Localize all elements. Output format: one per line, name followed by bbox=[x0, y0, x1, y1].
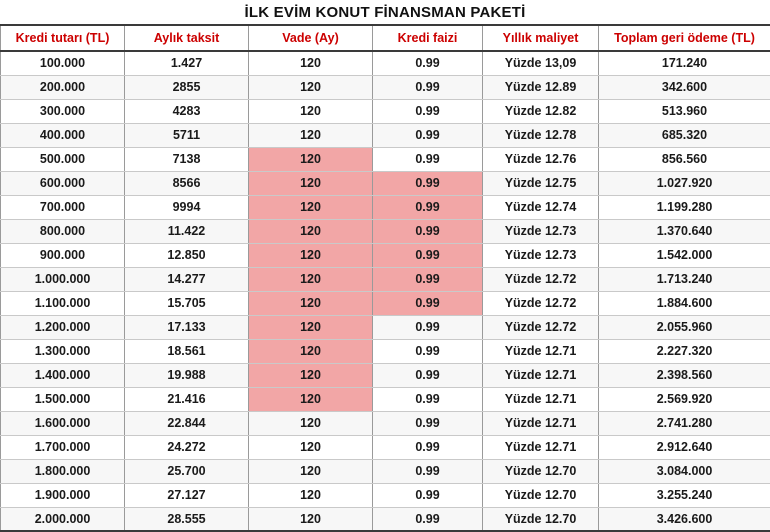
cell-kredi-faizi: 0.99 bbox=[373, 483, 483, 507]
cell-toplam-geri-odeme: 2.741.280 bbox=[599, 411, 770, 435]
cell-kredi-faizi: 0.99 bbox=[373, 123, 483, 147]
cell-toplam-geri-odeme: 3.255.240 bbox=[599, 483, 770, 507]
cell-yillik-maliyet: Yüzde 12.75 bbox=[483, 171, 599, 195]
table-row bbox=[1, 435, 770, 459]
cell-kredi-faizi: 0.99 bbox=[373, 363, 483, 387]
cell-kredi-tutari: 1.700.000 bbox=[1, 435, 125, 459]
cell-vade: 120 bbox=[249, 339, 373, 363]
cell-yillik-maliyet: Yüzde 12.71 bbox=[483, 435, 599, 459]
cell-kredi-tutari: 300.000 bbox=[1, 99, 125, 123]
table-row bbox=[1, 147, 770, 171]
cell-vade: 120 bbox=[249, 459, 373, 483]
cell-kredi-tutari: 1.500.000 bbox=[1, 387, 125, 411]
cell-vade: 120 bbox=[249, 483, 373, 507]
cell-kredi-tutari: 1.400.000 bbox=[1, 363, 125, 387]
cell-kredi-faizi: 0.99 bbox=[373, 315, 483, 339]
table-row bbox=[1, 123, 770, 147]
loan-table bbox=[0, 24, 770, 532]
cell-vade: 120 bbox=[249, 291, 373, 315]
table-header-row bbox=[1, 25, 770, 51]
cell-toplam-geri-odeme: 2.398.560 bbox=[599, 363, 770, 387]
cell-kredi-faizi: 0.99 bbox=[373, 291, 483, 315]
cell-toplam-geri-odeme: 342.600 bbox=[599, 75, 770, 99]
table-row bbox=[1, 483, 770, 507]
cell-vade: 120 bbox=[249, 99, 373, 123]
cell-toplam-geri-odeme: 3.084.000 bbox=[599, 459, 770, 483]
cell-toplam-geri-odeme: 2.569.920 bbox=[599, 387, 770, 411]
cell-aylik-taksit: 17.133 bbox=[125, 315, 249, 339]
cell-kredi-faizi: 0.99 bbox=[373, 195, 483, 219]
cell-aylik-taksit: 15.705 bbox=[125, 291, 249, 315]
cell-yillik-maliyet: Yüzde 12.71 bbox=[483, 339, 599, 363]
cell-yillik-maliyet: Yüzde 12.71 bbox=[483, 387, 599, 411]
table-row bbox=[1, 339, 770, 363]
table-row bbox=[1, 219, 770, 243]
cell-aylik-taksit: 4283 bbox=[125, 99, 249, 123]
cell-kredi-faizi: 0.99 bbox=[373, 147, 483, 171]
table-row bbox=[1, 507, 770, 531]
table-row bbox=[1, 75, 770, 99]
cell-vade: 120 bbox=[249, 411, 373, 435]
column-header-kredi-tutari: Kredi tutarı (TL) bbox=[1, 25, 125, 51]
cell-kredi-tutari: 800.000 bbox=[1, 219, 125, 243]
table-row bbox=[1, 99, 770, 123]
cell-aylik-taksit: 8566 bbox=[125, 171, 249, 195]
cell-yillik-maliyet: Yüzde 12.89 bbox=[483, 75, 599, 99]
cell-vade: 120 bbox=[249, 507, 373, 531]
cell-kredi-faizi: 0.99 bbox=[373, 243, 483, 267]
cell-vade: 120 bbox=[249, 363, 373, 387]
cell-aylik-taksit: 19.988 bbox=[125, 363, 249, 387]
cell-yillik-maliyet: Yüzde 12.71 bbox=[483, 363, 599, 387]
column-header-toplam-geri-odeme: Toplam geri ödeme (TL) bbox=[599, 25, 770, 51]
cell-kredi-faizi: 0.99 bbox=[373, 51, 483, 75]
cell-aylik-taksit: 18.561 bbox=[125, 339, 249, 363]
cell-vade: 120 bbox=[249, 387, 373, 411]
cell-kredi-tutari: 1.900.000 bbox=[1, 483, 125, 507]
cell-yillik-maliyet: Yüzde 12.74 bbox=[483, 195, 599, 219]
cell-aylik-taksit: 14.277 bbox=[125, 267, 249, 291]
cell-kredi-faizi: 0.99 bbox=[373, 339, 483, 363]
cell-kredi-tutari: 1.200.000 bbox=[1, 315, 125, 339]
cell-kredi-faizi: 0.99 bbox=[373, 459, 483, 483]
cell-vade: 120 bbox=[249, 123, 373, 147]
cell-kredi-faizi: 0.99 bbox=[373, 387, 483, 411]
cell-vade: 120 bbox=[249, 219, 373, 243]
cell-yillik-maliyet: Yüzde 12.70 bbox=[483, 507, 599, 531]
table-row bbox=[1, 291, 770, 315]
cell-yillik-maliyet: Yüzde 12.71 bbox=[483, 411, 599, 435]
cell-kredi-tutari: 900.000 bbox=[1, 243, 125, 267]
table-row bbox=[1, 387, 770, 411]
cell-vade: 120 bbox=[249, 51, 373, 75]
cell-kredi-faizi: 0.99 bbox=[373, 435, 483, 459]
cell-aylik-taksit: 22.844 bbox=[125, 411, 249, 435]
cell-kredi-faizi: 0.99 bbox=[373, 411, 483, 435]
cell-vade: 120 bbox=[249, 147, 373, 171]
cell-kredi-tutari: 1.800.000 bbox=[1, 459, 125, 483]
cell-aylik-taksit: 2855 bbox=[125, 75, 249, 99]
cell-aylik-taksit: 1.427 bbox=[125, 51, 249, 75]
table-row bbox=[1, 315, 770, 339]
table-row bbox=[1, 195, 770, 219]
cell-kredi-tutari: 700.000 bbox=[1, 195, 125, 219]
cell-yillik-maliyet: Yüzde 12.76 bbox=[483, 147, 599, 171]
cell-vade: 120 bbox=[249, 435, 373, 459]
cell-aylik-taksit: 24.272 bbox=[125, 435, 249, 459]
column-header-vade: Vade (Ay) bbox=[249, 25, 373, 51]
column-header-kredi-faizi: Kredi faizi bbox=[373, 25, 483, 51]
cell-kredi-tutari: 500.000 bbox=[1, 147, 125, 171]
cell-toplam-geri-odeme: 1.370.640 bbox=[599, 219, 770, 243]
table-row bbox=[1, 51, 770, 75]
cell-aylik-taksit: 25.700 bbox=[125, 459, 249, 483]
cell-kredi-faizi: 0.99 bbox=[373, 171, 483, 195]
cell-aylik-taksit: 27.127 bbox=[125, 483, 249, 507]
table-row bbox=[1, 267, 770, 291]
table-row bbox=[1, 243, 770, 267]
cell-aylik-taksit: 5711 bbox=[125, 123, 249, 147]
cell-yillik-maliyet: Yüzde 13,09 bbox=[483, 51, 599, 75]
cell-toplam-geri-odeme: 171.240 bbox=[599, 51, 770, 75]
cell-kredi-tutari: 1.600.000 bbox=[1, 411, 125, 435]
cell-vade: 120 bbox=[249, 171, 373, 195]
cell-yillik-maliyet: Yüzde 12.78 bbox=[483, 123, 599, 147]
cell-toplam-geri-odeme: 1.713.240 bbox=[599, 267, 770, 291]
cell-yillik-maliyet: Yüzde 12.72 bbox=[483, 267, 599, 291]
cell-toplam-geri-odeme: 685.320 bbox=[599, 123, 770, 147]
cell-kredi-tutari: 1.300.000 bbox=[1, 339, 125, 363]
cell-toplam-geri-odeme: 2.227.320 bbox=[599, 339, 770, 363]
cell-yillik-maliyet: Yüzde 12.82 bbox=[483, 99, 599, 123]
page-title: İLK EVİM KONUT FİNANSMAN PAKETİ bbox=[0, 0, 770, 24]
table-body bbox=[1, 51, 770, 531]
cell-toplam-geri-odeme: 513.960 bbox=[599, 99, 770, 123]
table-row bbox=[1, 411, 770, 435]
cell-toplam-geri-odeme: 1.027.920 bbox=[599, 171, 770, 195]
cell-kredi-faizi: 0.99 bbox=[373, 219, 483, 243]
cell-aylik-taksit: 28.555 bbox=[125, 507, 249, 531]
cell-aylik-taksit: 12.850 bbox=[125, 243, 249, 267]
column-header-yillik-maliyet: Yıllık maliyet bbox=[483, 25, 599, 51]
cell-kredi-faizi: 0.99 bbox=[373, 267, 483, 291]
cell-kredi-tutari: 400.000 bbox=[1, 123, 125, 147]
cell-kredi-tutari: 100.000 bbox=[1, 51, 125, 75]
cell-kredi-faizi: 0.99 bbox=[373, 75, 483, 99]
cell-kredi-faizi: 0.99 bbox=[373, 507, 483, 531]
column-header-aylik-taksit: Aylık taksit bbox=[125, 25, 249, 51]
cell-yillik-maliyet: Yüzde 12.73 bbox=[483, 243, 599, 267]
cell-toplam-geri-odeme: 2.055.960 bbox=[599, 315, 770, 339]
table-row bbox=[1, 459, 770, 483]
cell-toplam-geri-odeme: 1.542.000 bbox=[599, 243, 770, 267]
cell-vade: 120 bbox=[249, 195, 373, 219]
cell-toplam-geri-odeme: 856.560 bbox=[599, 147, 770, 171]
cell-vade: 120 bbox=[249, 315, 373, 339]
cell-vade: 120 bbox=[249, 75, 373, 99]
cell-toplam-geri-odeme: 2.912.640 bbox=[599, 435, 770, 459]
cell-vade: 120 bbox=[249, 267, 373, 291]
cell-toplam-geri-odeme: 1.199.280 bbox=[599, 195, 770, 219]
cell-vade: 120 bbox=[249, 243, 373, 267]
cell-yillik-maliyet: Yüzde 12.72 bbox=[483, 315, 599, 339]
cell-yillik-maliyet: Yüzde 12.73 bbox=[483, 219, 599, 243]
cell-yillik-maliyet: Yüzde 12.70 bbox=[483, 483, 599, 507]
cell-aylik-taksit: 7138 bbox=[125, 147, 249, 171]
cell-kredi-tutari: 600.000 bbox=[1, 171, 125, 195]
cell-kredi-tutari: 1.000.000 bbox=[1, 267, 125, 291]
cell-aylik-taksit: 9994 bbox=[125, 195, 249, 219]
table-row bbox=[1, 171, 770, 195]
cell-aylik-taksit: 11.422 bbox=[125, 219, 249, 243]
cell-kredi-faizi: 0.99 bbox=[373, 99, 483, 123]
cell-toplam-geri-odeme: 3.426.600 bbox=[599, 507, 770, 531]
cell-aylik-taksit: 21.416 bbox=[125, 387, 249, 411]
table-row bbox=[1, 363, 770, 387]
cell-kredi-tutari: 1.100.000 bbox=[1, 291, 125, 315]
cell-yillik-maliyet: Yüzde 12.70 bbox=[483, 459, 599, 483]
cell-toplam-geri-odeme: 1.884.600 bbox=[599, 291, 770, 315]
cell-kredi-tutari: 200.000 bbox=[1, 75, 125, 99]
cell-kredi-tutari: 2.000.000 bbox=[1, 507, 125, 531]
cell-yillik-maliyet: Yüzde 12.72 bbox=[483, 291, 599, 315]
